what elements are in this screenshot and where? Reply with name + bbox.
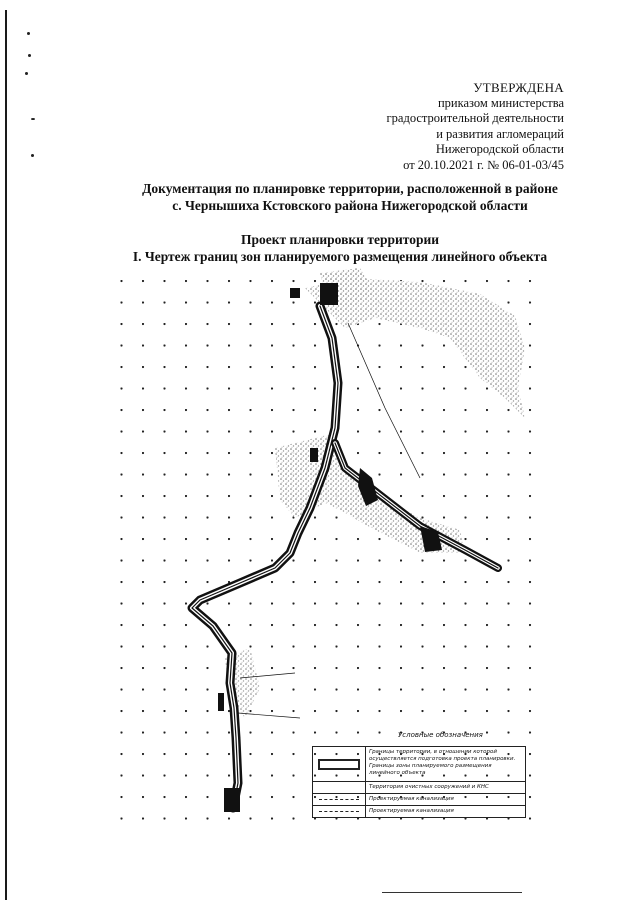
legend-text: Границы территории, в отношении которой осуществляется подготовка проекта планировки. Границы зоны планируемого размещения линейного объекта [369, 749, 516, 776]
scan-speck [31, 118, 35, 120]
legend-text: Проектируемая канализация [369, 808, 454, 814]
legend-table [312, 746, 526, 818]
boundary-symbol [318, 759, 360, 770]
approval-block [387, 80, 564, 173]
legend-symbol [313, 782, 366, 793]
scan-speck [27, 32, 30, 35]
legend-row [313, 782, 525, 794]
legend-row [313, 794, 525, 806]
footer-rule [382, 892, 522, 893]
approval-heading: УТВЕРЖДЕНА [473, 80, 564, 95]
section-heading [80, 231, 600, 265]
legend-text: Территория очистных сооружений и КНС [369, 784, 489, 790]
approval-line: от 20.10.2021 г. № 06-01-03/45 [403, 157, 564, 172]
section-title: I. Чертеж границ зон планируемого размещения линейного объекта [132, 249, 548, 264]
legend-symbol [313, 794, 366, 805]
approval-line: приказом министерства [437, 95, 564, 110]
document-title-line: Документация по планировке территории, расположенной в районе [142, 181, 558, 196]
approval-line: и развития агломераций [436, 126, 564, 141]
legend-symbol [313, 747, 366, 781]
scan-speck [28, 54, 31, 57]
legend-row [313, 806, 525, 817]
document-title [100, 180, 600, 214]
scan-speck [31, 154, 34, 157]
project-title: Проект планировки территории [240, 232, 440, 247]
sewer-line-symbol [319, 799, 359, 800]
legend-text: Проектируемая канализация [369, 796, 454, 802]
approval-line: Нижегородской области [435, 142, 564, 156]
legend-row [313, 747, 525, 782]
approval-line: градостроительной деятельности [386, 111, 564, 125]
scan-edge-line [5, 10, 7, 900]
document-title-line: с. Чернышиха Кстовского района Нижегородской области [172, 198, 528, 213]
legend-symbol [313, 806, 366, 817]
legend-title: Условные обозначения [398, 731, 483, 739]
sewer-line-symbol [319, 811, 359, 812]
scan-speck [25, 72, 28, 75]
